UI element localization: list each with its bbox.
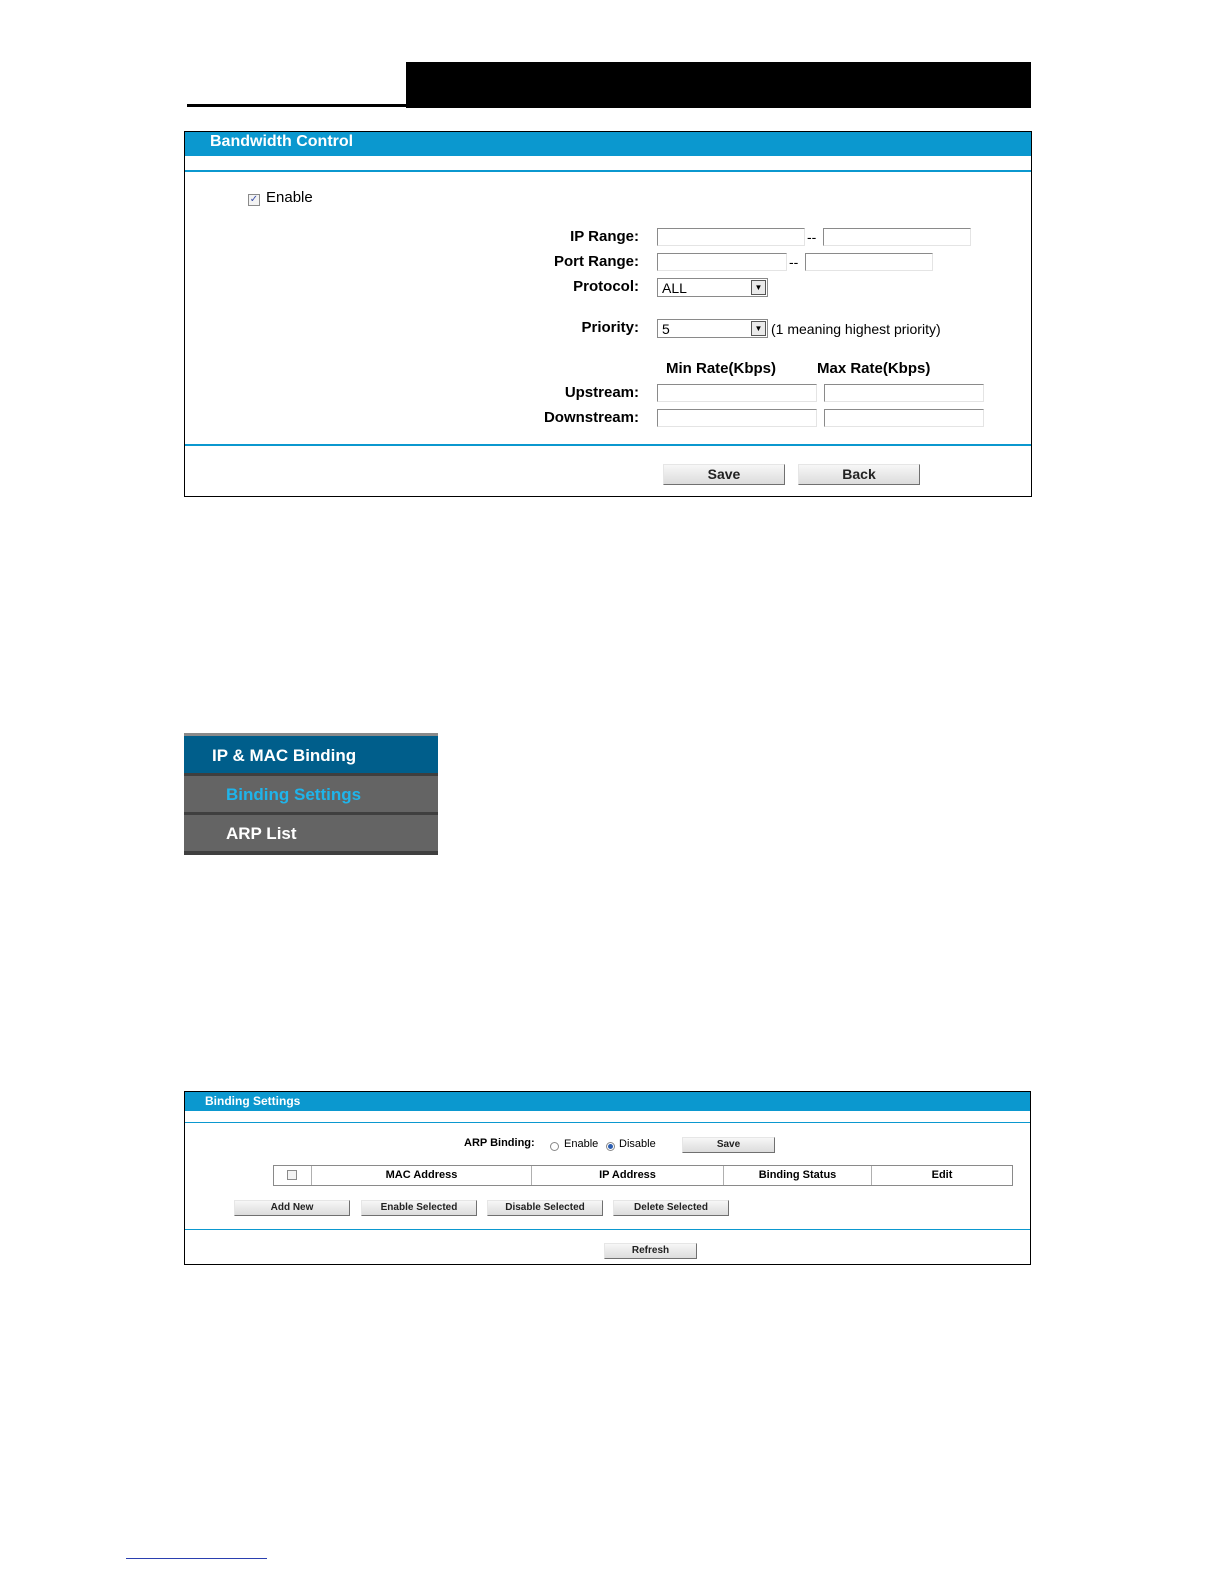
menu-item-binding-settings[interactable]: Binding Settings bbox=[184, 776, 438, 812]
footer-link-underline bbox=[126, 1558, 267, 1559]
protocol-label: Protocol: bbox=[573, 278, 639, 295]
priority-value: 5 bbox=[662, 321, 670, 337]
disable-selected-button[interactable]: Disable Selected bbox=[487, 1200, 603, 1216]
delete-selected-button[interactable]: Delete Selected bbox=[613, 1200, 729, 1216]
arp-binding-label: ARP Binding: bbox=[464, 1137, 535, 1149]
ip-mac-binding-menu bbox=[184, 733, 438, 855]
divider bbox=[185, 1229, 1030, 1230]
panel-title: Binding Settings bbox=[185, 1092, 1030, 1111]
protocol-value: ALL bbox=[662, 280, 687, 296]
back-button[interactable]: Back bbox=[798, 464, 920, 485]
arp-enable-radio[interactable] bbox=[550, 1142, 559, 1151]
ip-range-separator: -- bbox=[807, 229, 817, 245]
port-range-end-input[interactable] bbox=[805, 253, 933, 271]
column-header: MAC Address bbox=[312, 1166, 532, 1185]
priority-label: Priority: bbox=[581, 319, 639, 336]
ip-range-label: IP Range: bbox=[570, 228, 639, 245]
downstream-min-input[interactable] bbox=[657, 409, 817, 427]
menu-header[interactable]: IP & MAC Binding bbox=[184, 733, 438, 773]
port-range-label: Port Range: bbox=[553, 253, 639, 270]
upstream-max-input[interactable] bbox=[824, 384, 984, 402]
column-header: IP Address bbox=[532, 1166, 724, 1185]
panel-title: Bandwidth Control bbox=[185, 132, 1031, 156]
chevron-down-icon[interactable]: ▼ bbox=[751, 321, 766, 336]
enable-selected-button[interactable]: Enable Selected bbox=[361, 1200, 477, 1216]
arp-disable-label: Disable bbox=[619, 1138, 656, 1150]
upstream-min-input[interactable] bbox=[657, 384, 817, 402]
protocol-select[interactable] bbox=[657, 278, 768, 297]
column-header: Edit bbox=[931, 1169, 953, 1181]
enable-label: Enable bbox=[266, 189, 313, 206]
max-rate-header: Max Rate(Kbps) bbox=[817, 360, 931, 377]
divider bbox=[185, 170, 1031, 172]
bandwidth-control-panel bbox=[184, 131, 1032, 497]
page-header-bar bbox=[406, 62, 1031, 108]
min-rate-header: Min Rate(Kbps) bbox=[666, 360, 776, 377]
binding-table-header bbox=[273, 1165, 1013, 1186]
select-all-checkbox[interactable] bbox=[287, 1170, 297, 1180]
save-button[interactable]: Save bbox=[663, 464, 785, 485]
downstream-label: Downstream: bbox=[543, 409, 639, 426]
select-all-cell bbox=[274, 1166, 312, 1185]
port-range-start-input[interactable] bbox=[657, 253, 787, 271]
arp-enable-label: Enable bbox=[564, 1138, 599, 1150]
divider bbox=[185, 444, 1031, 446]
enable-checkbox[interactable]: ✓ bbox=[249, 194, 259, 205]
divider bbox=[184, 851, 438, 855]
arp-save-button[interactable]: Save bbox=[682, 1137, 775, 1153]
divider bbox=[185, 1122, 1030, 1123]
page-header-rule bbox=[187, 104, 407, 107]
port-range-separator: -- bbox=[789, 254, 799, 270]
ip-range-start-input[interactable] bbox=[657, 228, 805, 246]
add-new-button[interactable]: Add New bbox=[234, 1200, 350, 1216]
priority-note: (1 meaning highest priority) bbox=[771, 321, 941, 337]
ip-range-end-input[interactable] bbox=[823, 228, 971, 246]
refresh-button[interactable]: Refresh bbox=[604, 1243, 697, 1259]
upstream-label: Upstream: bbox=[564, 384, 639, 401]
arp-disable-radio[interactable] bbox=[606, 1142, 615, 1151]
priority-select[interactable] bbox=[657, 319, 768, 338]
column-header: Binding Status bbox=[724, 1166, 872, 1185]
chevron-down-icon[interactable]: ▼ bbox=[751, 280, 766, 295]
menu-item-arp-list[interactable]: ARP List bbox=[184, 815, 438, 851]
downstream-max-input[interactable] bbox=[824, 409, 984, 427]
